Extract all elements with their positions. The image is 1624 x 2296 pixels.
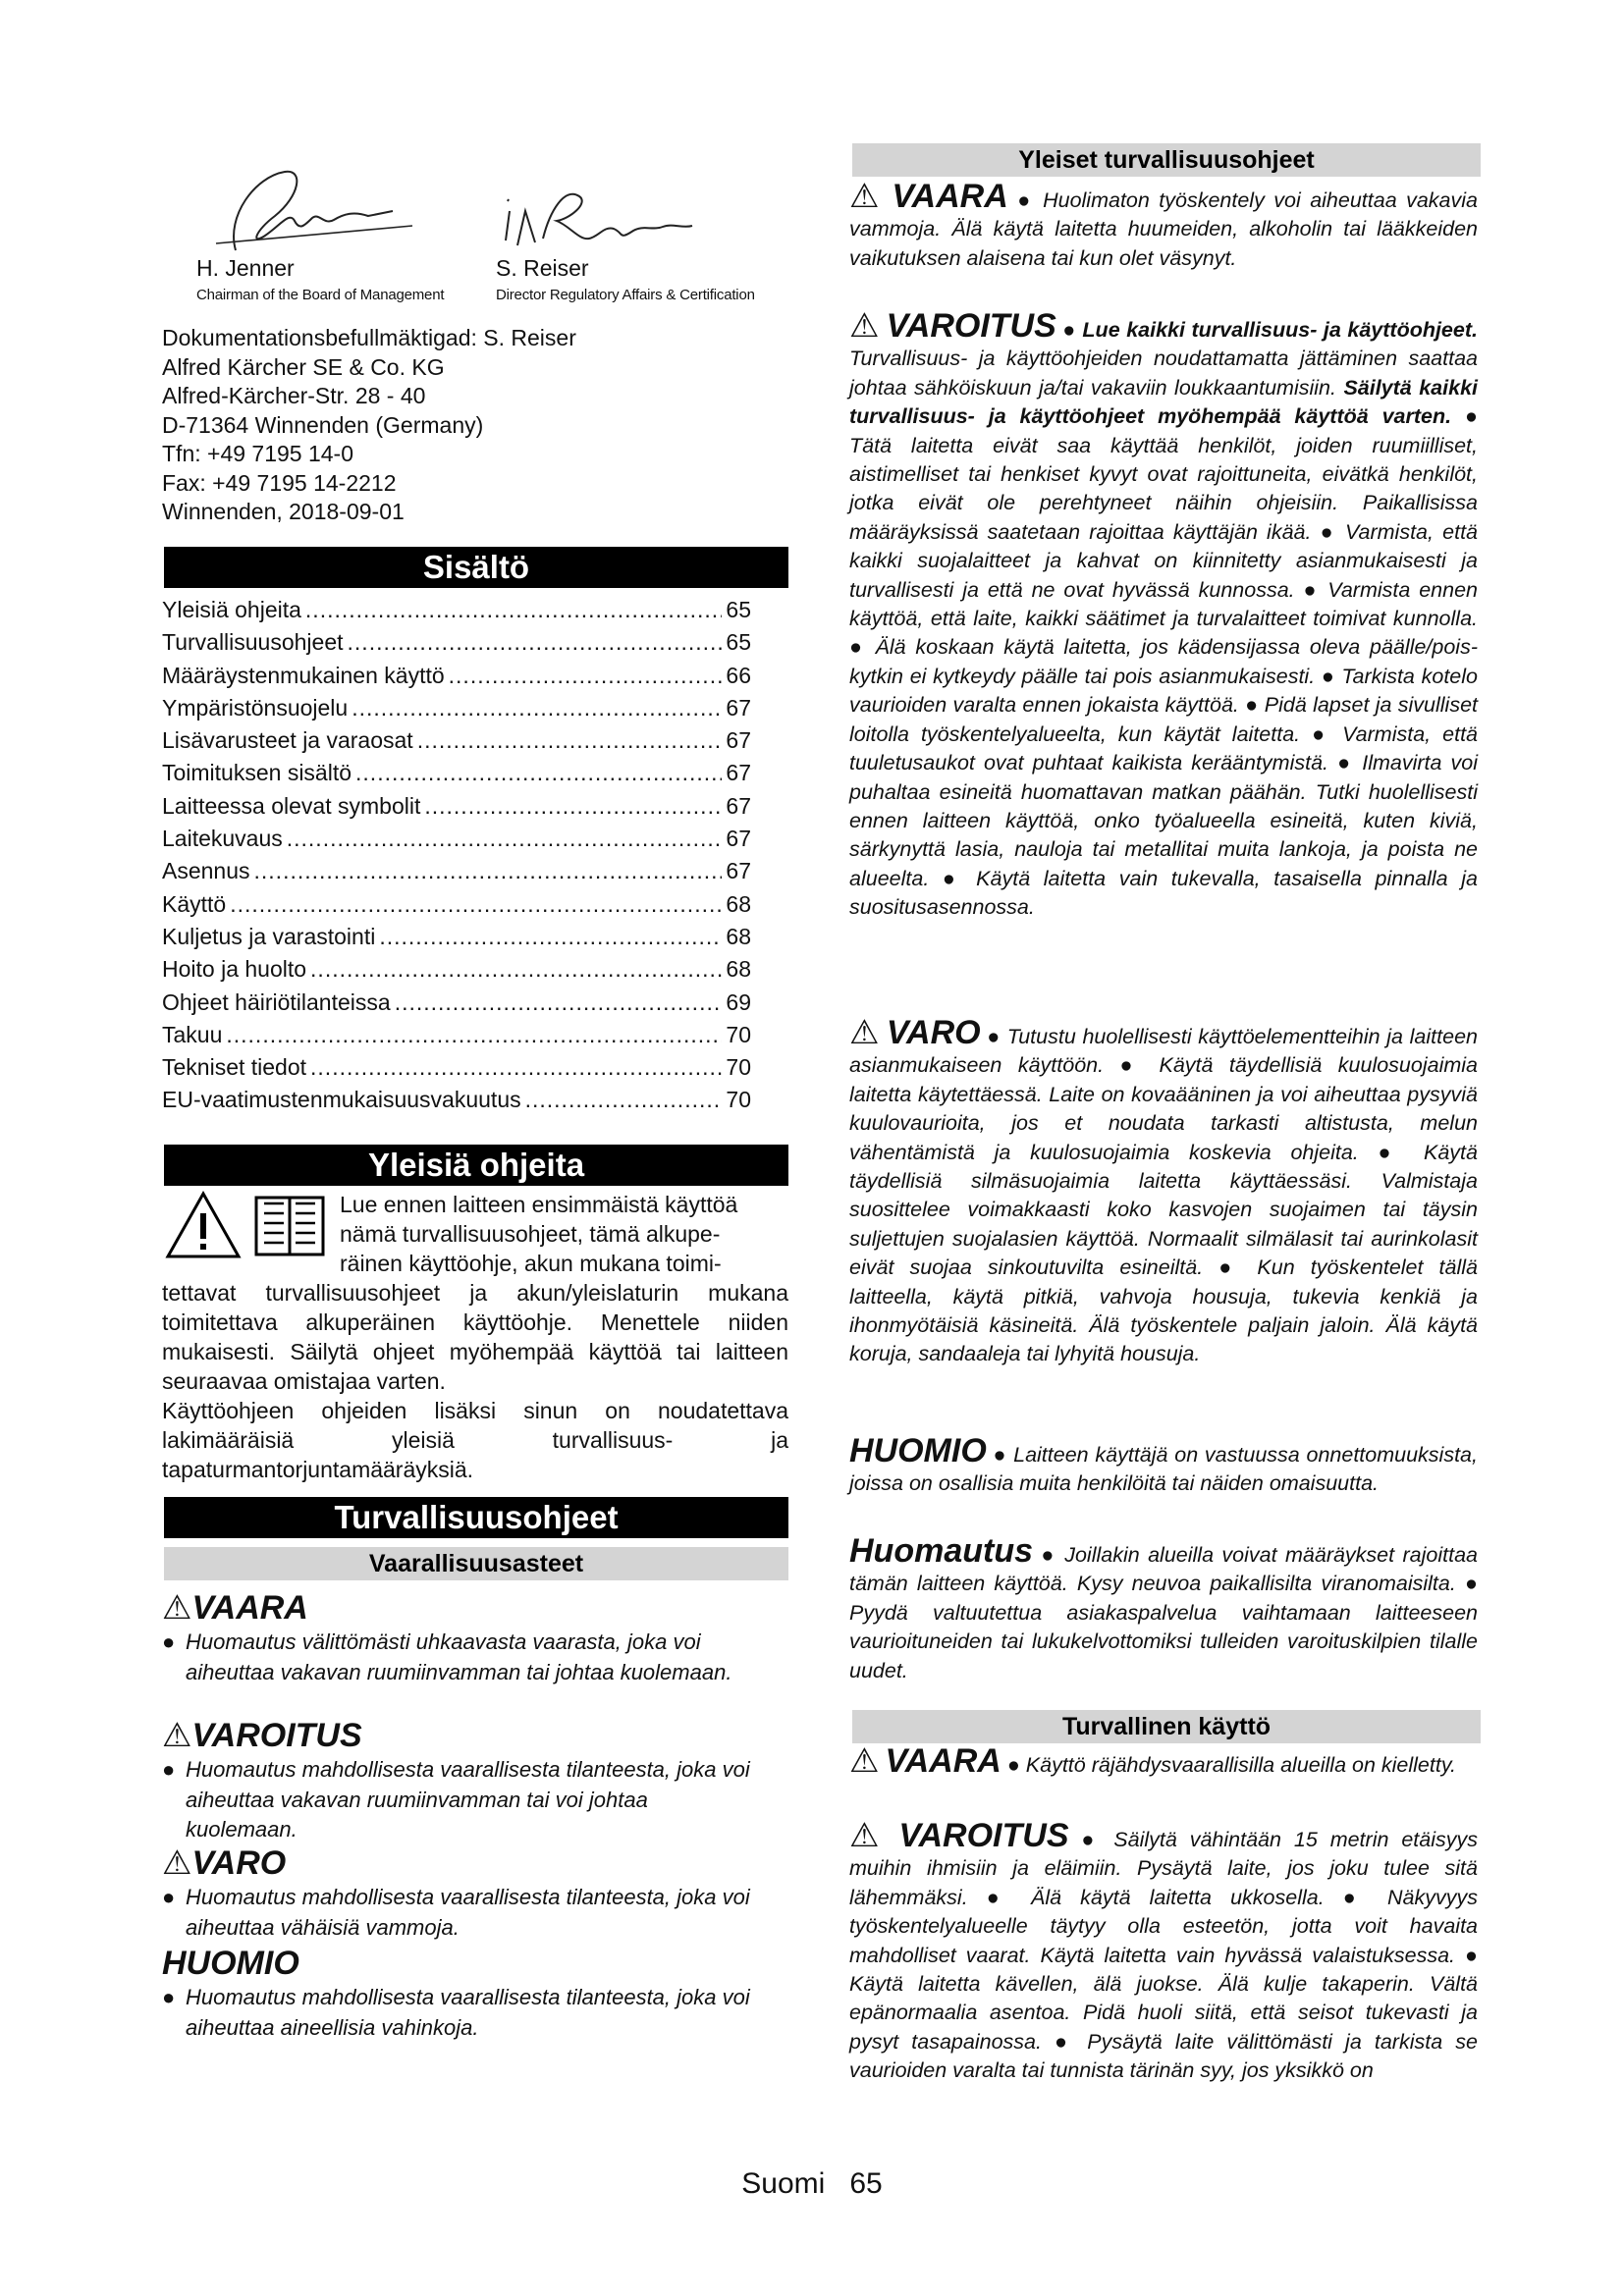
general-line: räinen käyttöohje, akun mukana toimi- [340,1251,722,1276]
address-line: Fax: +49 7195 14-2212 [162,469,397,496]
toc-leader-dots [348,626,723,659]
toc-title: Ohjeet häiriötilanteissa [162,988,391,1015]
toc-row [162,921,751,953]
toc-title: Laitteessa olevat symbolit [162,792,421,819]
toc-row [162,757,751,789]
table-of-contents [162,594,751,1117]
level-caution-heading: ⚠VARO [162,1844,287,1882]
toc-page-number: 68 [726,890,751,917]
right-danger-block: ⚠ VAARA ● Huolimaton työskentely voi aiheuttaa vakavia vammoja. Älä käytä laitetta huumeiden, alkoholin tai lääkkeiden vaikutuksen alaisena tai kun olet väsynyt. [849,178,1478,270]
toc-row [162,724,751,757]
warning-triangle-icon [164,1190,243,1260]
general-body-2: Käyttöohjeen ohjeiden lisäksi sinun on noudatettava lakimääräisiä yleisiä turvallisuus- ja tapaturmantorjuntamääräyksiä. [162,1398,788,1482]
address-block [162,324,576,527]
toc-leader-dots [287,823,723,855]
right-notice-block: HUOMIO ● Laitteen käyttäjä on vastuussa onnettomuuksista, joissa on osallisia muita henkilöitä tai näiden omaisuutta. [849,1432,1478,1496]
toc-title: Käyttö [162,890,227,917]
toc-page-number: 68 [726,923,751,949]
warning-triangle-icon: ⚠ [162,1717,192,1754]
address-line: D-71364 Winnenden (Germany) [162,411,484,438]
toc-leader-dots [417,724,723,757]
toc-page-number: 70 [726,1087,751,1113]
toc-leader-dots [254,855,723,887]
right-caution-block: ⚠ VARO ● Tutustu huolellisesti käyttöelementteihin ja laitteen asianmukaiseen käyttöön. ● Käytä täydellisiä kuulosuojaimia laitetta käytettäessä. Laite on kovaääninen ja voi aiheuttaa pysyviä kuulovaurioita, jos et noudata tarkasti altistusta, melun vähentämistä ja kuulosuojaimia koskevia ohjeita. ● Käytä täydellisiä silmäsuojaimia laitetta käyttäessäsi. Valmistaja suosittelee voimakkaasti koko kasvojen suojaimen tai täysin suljettujen suojalasien käyttöä. Normaalit silmälasit tai aurinkolasit eivät suojaa sinkoutuvilta esineiltä. ● Kun työskentelet tällä laitteella, käytä pitkiä, vahvoja housuja, tukevia kenkiä ja ihonmyötäisiä käsineitä. Älä työskentele paljain jaloin. Älä käytä koruja, sandaaleja tai lyhyitä housuja. [849,1014,1478,1366]
toc-title: Takuu [162,1021,223,1047]
signature-name-reiser: S. Reiser [496,255,589,281]
toc-page-number: 65 [726,597,751,622]
toc-leader-dots [449,660,723,692]
warning-triangle-icon: ⚠ [849,1014,881,1051]
footer-page-number: 65 [849,2167,883,2200]
address-line: Alfred-Kärcher-Str. 28 - 40 [162,383,426,408]
toc-title: Hoito ja huolto [162,956,307,983]
address-line: Alfred Kärcher SE & Co. KG [162,353,445,380]
warning-triangle-icon: ⚠ [162,1589,192,1627]
toc-page-number: 70 [726,1054,751,1081]
toc-row [162,888,751,921]
toc-row [162,660,751,692]
right-warning-block: ⚠ VAROITUS ● Lue kaikki turvallisuus- ja käyttöohjeet. Turvallisuus- ja käyttöohjeiden noudattamatta jättäminen saattaa johtaa sähköiskuun ja/tai vakaviin loukkaantumisiin. Säilytä kaikki turvallisuus- ja käyttöohjeet myöhempää käyttöä varten. ● Tätä laitetta eivät saa käyttää henkilöt, joiden ruumiilliset, aistimelliset tai henkiset kyvyt ovat rajoittuneita, eivätkä henkilöt, jotka eivät ole perehtyneet näihin ohjeisiin. Paikallisissa määräyksissä saatetaan rajoittaa käyttäjän ikää. ● Varmista, että kaikki suojalaitteet ja kahvat on kiinnitetty asianmukaisesti ja turvallisesti ja että ne ovat hyvässä kunnossa. ● Varmista ennen käyttöä, että laite, kaikki säätimet ja turvalaitteet toimivat kunnolla. ● Älä koskaan käytä laitetta, jos kädensijassa oleva päälle/pois-kytkin ei kytkeydy päälle tai pois asianmukaisesti. ● Tarkista kotelo vaurioiden varalta ennen jokaista käyttöä. ● Pidä lapset ja sivulliset loitolla työskentelyalueelta, kun käytät laitetta. ● Varmista, että tuuletusaukot ovat puhtaat kaikista kerääntymistä. ● Ilmavirta voi puhaltaa esineitä huomattavan matkan päähän. Tutki huolellisesti ennen laitteen käyttöä, onko työalueella esineitä, kuten kiviä, särkynyttä lasia, nauloja tai metallitai muita lankoja, ja poista ne alueelta. ● Käytä laitetta vain tukevalla, tasaisella pinnalla ja suositusasennossa. [849,307,1478,920]
address-line: Tfn: +49 7195 14-0 [162,441,354,466]
toc-row [162,1084,751,1116]
manual-book-icon [250,1190,329,1260]
address-line: Winnenden, 2018-09-01 [162,499,405,524]
toc-page-number: 68 [726,956,751,983]
toc-title: Toimituksen sisältö [162,760,352,786]
warning-triangle-icon: ⚠ [162,1844,192,1882]
signature-name-jenner: H. Jenner [196,255,295,281]
right-safe-warning-block: ⚠ VAROITUS ● Säilytä vähintään 15 metrin etäisyys muihin ihmisiin ja eläimiin. Pysäytä laite, jos joku tulee sitä lähemmäksi. ● Älä käytä laitetta ukkosella. ● Näkyvyys työskentelyalueelle täytyy olla esteetön, jotta voit havaita mahdolliset vaarat. Käytä laitetta vain hyvässä valaistuksessa. ● Käytä laitetta kävellen, älä juokse. Älä kulje takaperin. Vältä epänormaalia asentoa. Pidä huoli siitä, että seisot tukevasti ja pysyt tasapainossa. ● Pysäytä laite välittömästi ja tarkista se vaurioiden varalta tai tunnista tärinän syy, jos yksikkö on [849,1817,1479,2083]
signature-jenner [196,157,422,265]
toc-title: Yleisiä ohjeita [162,597,301,622]
toc-row [162,626,751,659]
toc-leader-dots [424,790,722,823]
toc-leader-dots [305,594,722,626]
safety-heading: Turvallisuusohjeet [164,1497,788,1538]
toc-row [162,855,751,887]
level-caution-text: ● Huomautus mahdollisesta vaarallisesta tilanteesta, joka voi aiheuttaa vähäisiä vammoja. [162,1885,750,1940]
toc-leader-dots [395,987,723,1019]
signature-block [157,157,766,304]
toc-row [162,1051,751,1084]
warning-triangle-icon: ⚠ [849,178,883,215]
toc-page-number: 67 [726,826,751,852]
toc-row [162,692,751,724]
toc-title: Lisävarusteet ja varaosat [162,727,413,754]
general-safety-subheading: Yleiset turvallisuusohjeet [852,143,1481,177]
toc-leader-dots [355,757,722,789]
signature-reiser [496,172,712,265]
general-heading: Yleisiä ohjeita [164,1145,788,1186]
warning-triangle-icon: ⚠ [849,1817,887,1854]
toc-leader-dots [525,1084,723,1116]
toc-row [162,594,751,626]
address-line: Dokumentationsbefullmäktigad: S. Reiser [162,325,576,350]
footer-language: Suomi [741,2167,826,2200]
toc-page-number: 67 [726,792,751,819]
toc-leader-dots [379,921,722,953]
toc-title: Turvallisuusohjeet [162,629,344,656]
hazard-levels-subheading: Vaarallisuusasteet [164,1547,788,1580]
signature-title-jenner: Chairman of the Board of Management [196,287,445,303]
toc-title: EU-vaatimustenmukaisuusvakuutus [162,1087,521,1113]
toc-page-number: 67 [726,727,751,754]
level-notice-heading: HUOMIO [162,1945,299,1982]
warning-triangle-icon: ⚠ [849,1742,880,1780]
toc-title: Määräystenmukainen käyttö [162,662,445,688]
toc-page-number: 67 [726,858,751,884]
warning-triangle-icon: ⚠ [849,307,881,345]
toc-title: Kuljetus ja varastointi [162,923,376,949]
toc-row [162,790,751,823]
toc-title: Asennus [162,858,250,884]
level-warning-heading: ⚠VAROITUS [162,1717,362,1754]
toc-leader-dots [310,1051,722,1084]
toc-page-number: 65 [726,629,751,656]
toc-page-number: 69 [726,988,751,1015]
toc-title: Ympäristönsuojelu [162,694,349,721]
toc-leader-dots [230,888,722,921]
right-safe-danger-block: ⚠ VAARA ● Käyttö räjähdysvaarallisilla alueilla on kielletty. [849,1742,1456,1780]
toc-leader-dots [310,953,722,986]
general-intro-lines [340,1190,786,1278]
general-line: nämä turvallisuusohjeet, tämä alkupe- [340,1221,721,1247]
page-footer [0,2167,1624,2201]
safe-use-subheading: Turvallinen käyttö [852,1710,1481,1743]
right-note-block: Huomautus ● Joillakin alueilla voivat määräykset rajoittaa tämän laitteen käyttöä. Kysy neuvoa paikallisilta viranomaisilta. ● Pyydä valtuutettua asiakaspalvelua vaihtamaan laitteeseen vaurioituneiden tai lukukelvottomiksi tulleiden varoituskilpien tilalle uudet. [849,1532,1478,1682]
toc-leader-dots [352,692,722,724]
toc-title: Tekniset tiedot [162,1054,307,1081]
toc-title: Laitekuvaus [162,826,283,852]
signature-title-reiser: Director Regulatory Affairs & Certification [496,287,755,303]
level-danger-text: ● Huomautus välittömästi uhkaavasta vaarasta, joka voi aiheuttaa vakavan ruumiinvamman tai johtaa kuolemaan. [162,1629,732,1684]
toc-heading: Sisältö [164,547,788,588]
toc-page-number: 67 [726,694,751,721]
toc-leader-dots [226,1019,722,1051]
level-notice-text: ● Huomautus mahdollisesta vaarallisesta tilanteesta, joka voi aiheuttaa aineellisia vahinkoja. [162,1985,750,2040]
level-warning-text: ● Huomautus mahdollisesta vaarallisesta tilanteesta, joka voi aiheuttaa vakavan ruumiinvamman tai voi johtaa kuolemaan. [162,1757,750,1842]
toc-page-number: 66 [726,662,751,688]
toc-row [162,1019,751,1051]
general-body: tettavat turvallisuusohjeet ja akun/yleislaturin mukana toimitettava alkuperäinen käyttöohje. Menettele niiden mukaisesti. Säilytä ohjeet myöhempää käyttöä tai laitteen seuraavaa omistajaa varten. [162,1280,788,1394]
general-line: Lue ennen laitteen ensimmäistä käyttöä [340,1192,738,1217]
toc-row [162,987,751,1019]
level-danger-heading: ⚠VAARA [162,1589,308,1627]
toc-row [162,823,751,855]
toc-page-number: 70 [726,1021,751,1047]
toc-page-number: 67 [726,760,751,786]
toc-row [162,953,751,986]
